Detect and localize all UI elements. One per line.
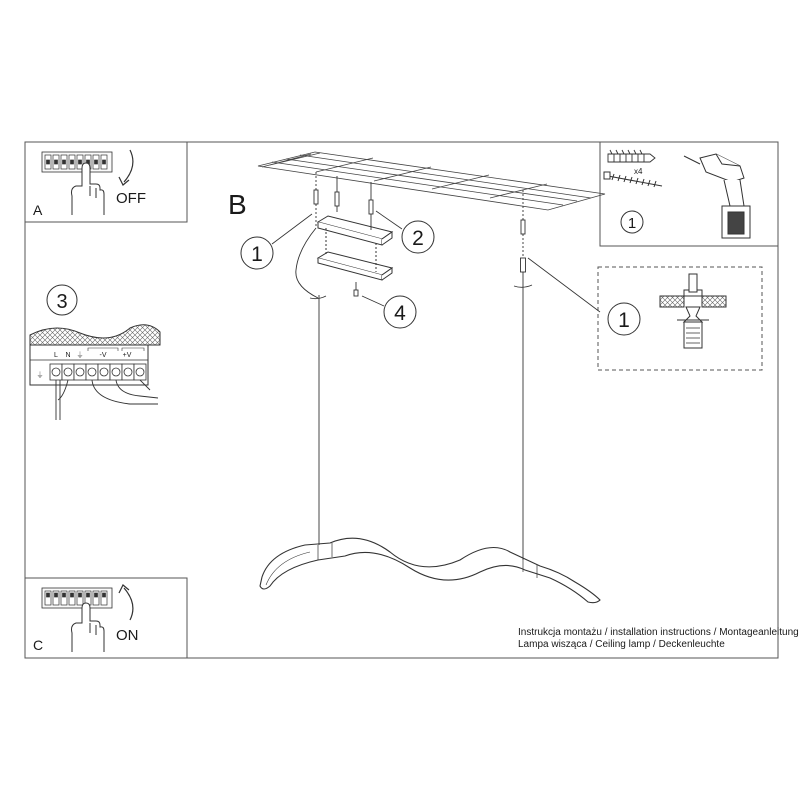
panel-c: [25, 578, 187, 658]
caption-line-1: Instrukcja montażu / installation instructions / Montageanleitung: [518, 627, 799, 638]
terminal-label-l: L: [54, 352, 58, 359]
terminal-screws: [50, 364, 146, 380]
callout-2-number: 2: [412, 227, 424, 250]
caption: [518, 627, 799, 651]
terminal-label-n: N: [65, 352, 71, 359]
hardware-box: [600, 142, 778, 246]
hardware-quantity: x4: [634, 167, 643, 176]
ceiling-cutaway: [30, 325, 160, 345]
switch-on-label: ON: [116, 627, 139, 644]
ceiling-grid: [258, 152, 605, 210]
lamp-assembly-diagram: [228, 152, 605, 603]
terminal-block-diagram: [30, 285, 160, 420]
caption-line-2: Lampa wisząca / Ceiling lamp / Deckenleuchte: [518, 639, 725, 650]
suspension-cables: [296, 228, 532, 560]
hardware-step-number: 1: [627, 215, 637, 232]
panel-c-letter: C: [33, 637, 44, 653]
callout-4: [362, 296, 416, 328]
panel-a: [25, 142, 187, 222]
canopy: [318, 216, 392, 280]
terminal-label-plus-v: +V: [122, 352, 132, 359]
detail-step-number: 1: [618, 309, 630, 332]
callout-1-number: 1: [251, 243, 263, 266]
terminal-label-minus-v: -V: [99, 352, 107, 359]
detail-leader-line: [528, 258, 600, 312]
panel-b-letter: B: [228, 189, 247, 220]
breaker-strip-icon: [42, 588, 112, 608]
wavy-lamp-body: [260, 538, 600, 602]
step-3-number: 3: [56, 291, 68, 313]
terminal-side-ground-symbol: ⏚: [36, 372, 44, 379]
detail-box: [598, 267, 762, 370]
terminal-wires: [56, 380, 158, 420]
terminal-label-ground: ⏚: [76, 352, 84, 359]
switch-off-label: OFF: [116, 190, 146, 207]
breaker-strip-icon: [42, 152, 112, 172]
canopy-fixing-screw-icon: [354, 282, 358, 296]
callout-1: [241, 214, 312, 269]
panel-a-letter: A: [33, 202, 43, 218]
callout-4-number: 4: [394, 302, 406, 325]
